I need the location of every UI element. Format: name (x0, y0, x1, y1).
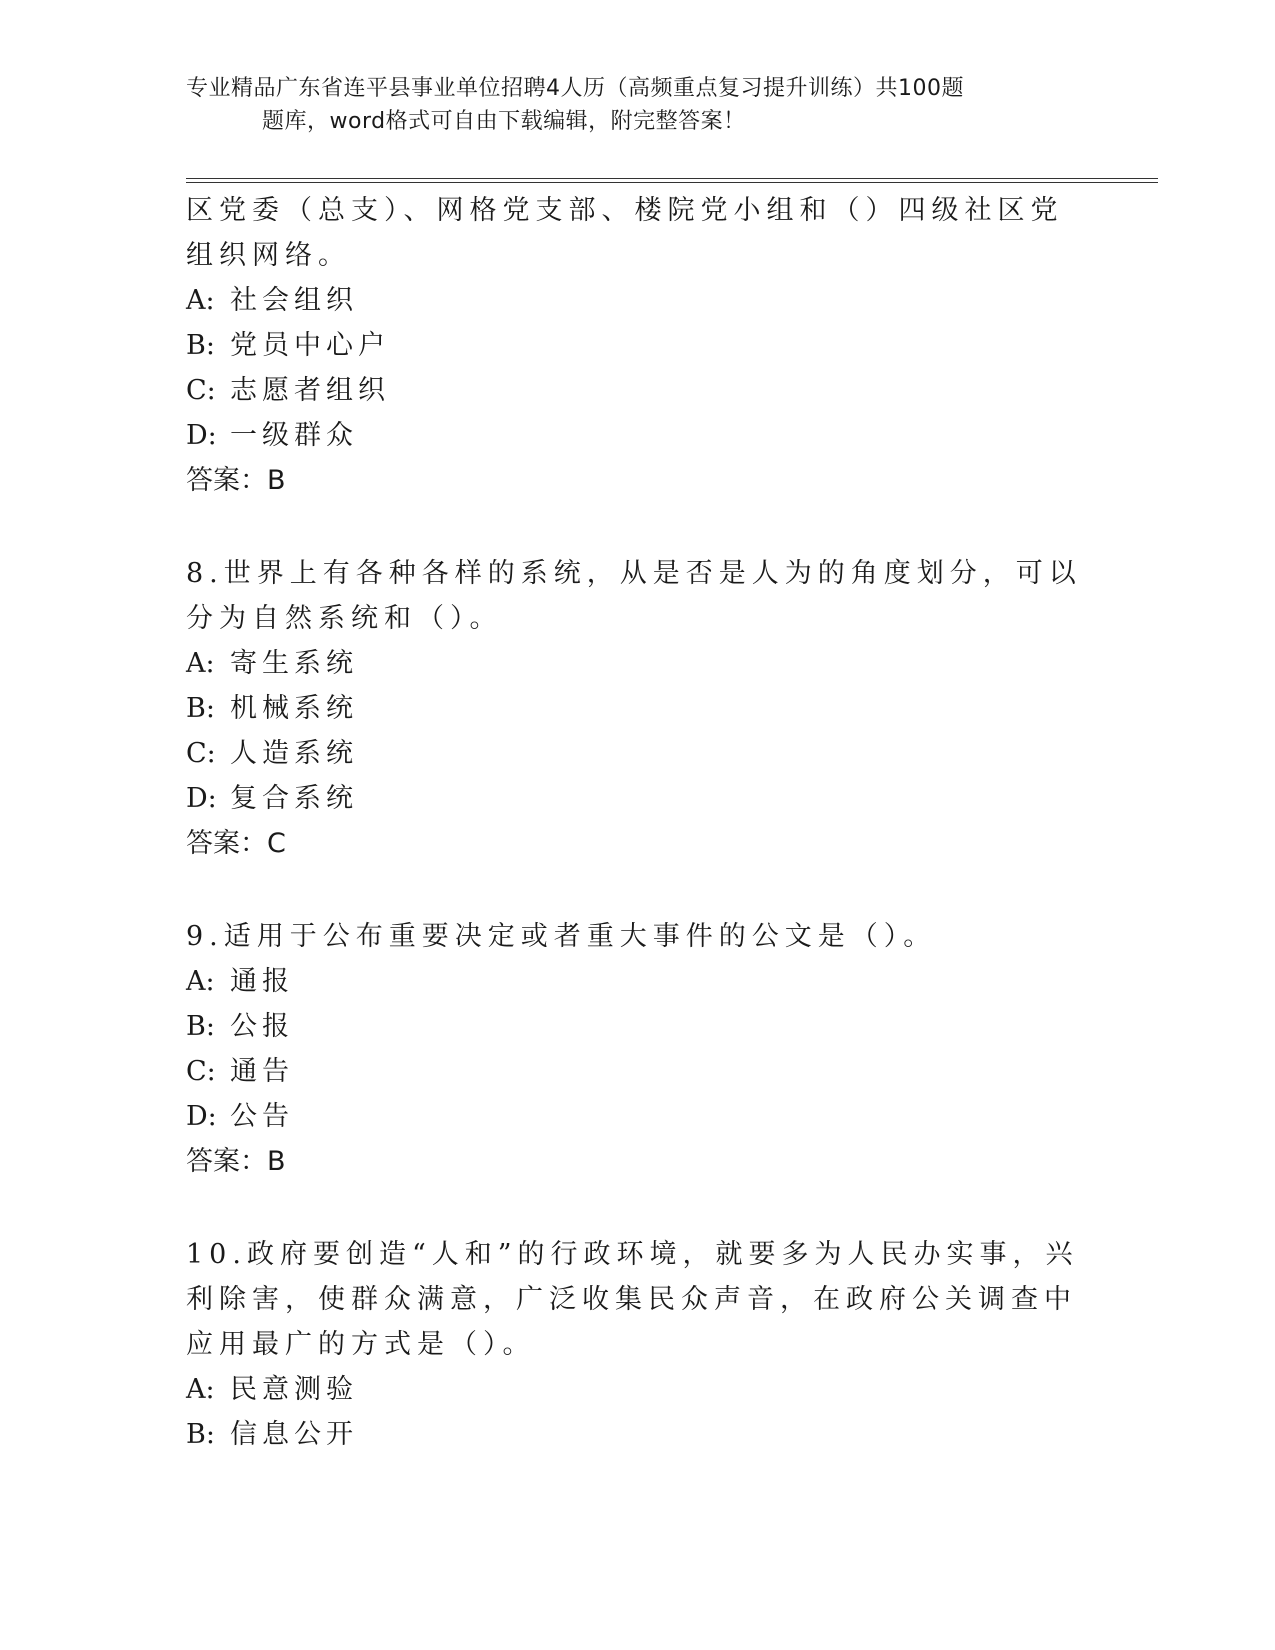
option-b (186, 323, 1086, 368)
header-line-2: 题库，word格式可自由下载编辑，附完整答案！ (262, 109, 746, 134)
option-text: 公告 (230, 1101, 294, 1132)
question-list (186, 188, 1086, 1505)
answer-line: 答案：B (186, 465, 286, 496)
option-letter: B: (186, 1419, 215, 1450)
option-text: 通告 (230, 1056, 294, 1087)
option-text: 公报 (230, 1011, 294, 1042)
question-text: 区党委（总支）、网格党支部、楼院党小组和（）四级社区党组织网络。 (186, 195, 1064, 271)
answer-line: 答案：C (186, 828, 286, 859)
question-text: 9.适用于公布重要决定或者重大事件的公文是（）。 (186, 921, 937, 952)
option-b (186, 1412, 1086, 1457)
option-c (186, 368, 1086, 413)
question-block (186, 551, 1086, 866)
option-c (186, 1049, 1086, 1094)
option-letter: A: (186, 1374, 215, 1405)
option-letter: C: (186, 738, 216, 769)
option-text: 通报 (230, 966, 294, 997)
option-letter: A: (186, 966, 215, 997)
option-letter: C: (186, 1056, 216, 1087)
header-divider-bottom (186, 182, 1158, 183)
option-letter: D: (186, 1101, 217, 1132)
option-text: 寄生系统 (230, 648, 358, 679)
option-a (186, 1367, 1086, 1412)
header-line-1: 专业精品广东省连平县事业单位招聘4人历（高频重点复习提升训练）共100题 (186, 76, 964, 101)
option-a (186, 641, 1086, 686)
option-letter: D: (186, 783, 217, 814)
question-block (186, 188, 1086, 503)
option-d (186, 1094, 1086, 1139)
question-block (186, 1232, 1086, 1457)
option-text: 党员中心户 (230, 330, 390, 361)
option-text: 复合系统 (230, 783, 358, 814)
option-a (186, 278, 1086, 323)
option-d (186, 776, 1086, 821)
option-letter: D: (186, 420, 217, 451)
option-d (186, 413, 1086, 458)
answer-line: 答案：B (186, 1146, 286, 1177)
option-text: 机械系统 (230, 693, 358, 724)
question-text: 8.世界上有各种各样的系统，从是否是人为的角度划分，可以分为自然系统和（）。 (186, 558, 1082, 634)
option-text: 信息公开 (230, 1419, 358, 1450)
header-divider-top (186, 178, 1158, 179)
option-text: 人造系统 (230, 738, 358, 769)
option-a (186, 959, 1086, 1004)
option-letter: B: (186, 330, 215, 361)
option-text: 社会组织 (230, 285, 358, 316)
option-letter: A: (186, 648, 215, 679)
option-text: 民意测验 (230, 1374, 358, 1405)
option-b (186, 686, 1086, 731)
option-c (186, 731, 1086, 776)
question-block (186, 914, 1086, 1184)
option-text: 志愿者组织 (230, 375, 390, 406)
option-letter: C: (186, 375, 216, 406)
option-text: 一级群众 (230, 420, 358, 451)
question-text: 10.政府要创造“人和”的行政环境，就要多为人民办实事，兴利除害，使群众满意，广泛收集民众声音，在政府公关调查中应用最广的方式是（）。 (186, 1239, 1079, 1360)
option-letter: A: (186, 285, 215, 316)
option-b (186, 1004, 1086, 1049)
option-letter: B: (186, 1011, 215, 1042)
option-letter: B: (186, 693, 215, 724)
page-header (186, 72, 1066, 138)
